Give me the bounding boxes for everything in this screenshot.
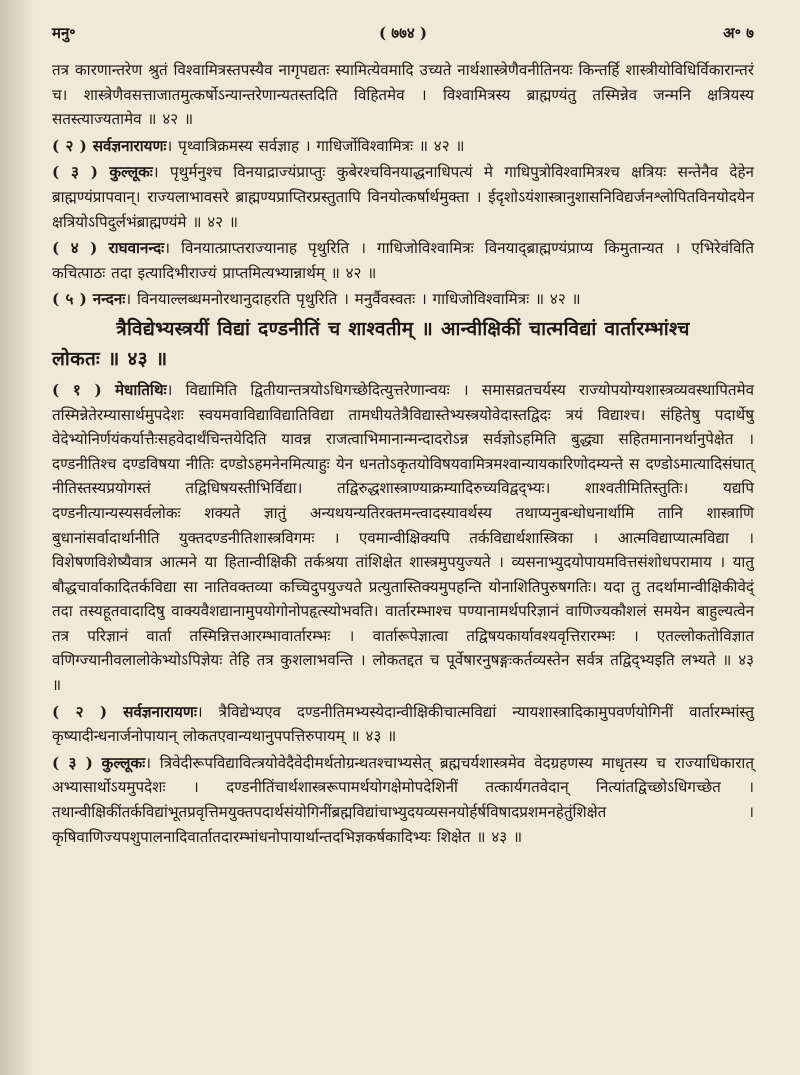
commentary-text: । विनयाल्लब्धमनोरथानुदाहरति पृथुरिति । मनुर्वैवस्वतः । गाधिजोविश्वामित्रः ॥ ४२ ॥ <box>125 290 581 309</box>
text-body <box>52 58 754 849</box>
commentator-name: नन्दनः <box>92 290 126 309</box>
commentator-name: मेधातिथिः <box>114 380 167 399</box>
header-right: अ॰ ७ <box>723 24 754 42</box>
paragraph-continuation <box>52 58 754 132</box>
commentary-medhatithi <box>52 378 754 698</box>
entry-marker: ( १ ) <box>52 380 102 399</box>
commentary-kulluka-2 <box>52 751 754 849</box>
verse-43 <box>52 314 754 374</box>
commentary-text: । पृथ्वात्रिक्रमस्य सर्वज्ञाह । गाधिर्जोविश्वामित्रः ॥ ४२ ॥ <box>166 136 465 155</box>
commentary-raghavananda <box>52 236 754 285</box>
commentary-text: । विद्यामिति द्वितीयान्तत्रयोऽधिगच्छेदित्युत्तरेणान्वयः । समासव्रतचर्यस्य राज्योपयोग्यशास्त्रव्यवस्थापितमेव तस्मिन्नेतेरम्यासार्थमुपदेशः स्वयमवाविद्याविद्यातिविद्या तामधीयतेत्रैविद्यास्तेभ्यस्त्रयोवेदास्तद्विदः त्रयं विद्याश्च। संहितेषु पदार्थेषु वेदेभ्योनिर्णयंकर्यात्तैःसहवेदार्थंचिन्तयेदिति यावन्न राजत्वाभिमानान्मन्दादरोऽन्न सर्वज्ञोऽहमिति बुद्ध्या सहितमानानर्थानुपेक्षेत । दण्डनीतिश्च दण्डविषया नीतिः दण्डोऽहमनेनमित्याहुः येन धनतोऽकृतयोविषयवामित्रमश्वान्यायकारिणोदम्यन्ते स दण्डोऽमात्यादिसंघात् नीतिस्तस्यप्रयोगस्तं तद्विधिषयस्तीभिर्विद्या। तद्विरुद्धशास्त्राण्याक्रम्यादिरुच्यविद्वद्भ्यः। शाश्वतीमितिस्तुतिः। यद्यपि दण्डनीत्यान्यस्यसर्वलोकः शक्यते ज्ञातुं अन्यथयन्यतिरक्तमन्त्वादस्यावर्थस्य तथाप्यनुबन्धोधनार्थामि तानि शास्त्राणि बुधानांसर्वादार्थानीति युक्तदण्डनीतिशास्त्रविगमः । एवमान्वीक्षिक्यपि तर्कविद्यार्थशास्त्रिका । आत्मविद्याप्यात्मविद्या । विशेषणविशेष्यैवात्र आत्मने या हितान्वीक्षिकी तर्कश्रया तांशिक्षेत शास्त्रमुपयुज्यते । व्यसनाभ्युदयोपायमवित्तसंशोधपरामाय । यातु बौद्धचार्वाकादितर्कविद्या सा नातिवक्तव्या कच्चिदुपयुज्यते प्रत्युतास्तिक्यमुपहन्ति योनाशितिपुरुषगतिः। यदा तु तदर्थामान्वीक्षिकीवेद्ं तदा तस्यहूतवादादिषु वाक्यवैशद्यानामुपयोगोनोपहृत्स्योभवति। वार्तारम्भाश्च पण्यानामर्थपरिज्ञानं वाणिज्यकौशलं समयेन बाहुल्यत्वेन तत्र परिज्ञानं वार्ता तस्मिन्नित्तआरम्भावार्तारम्भः । वार्तारूपेज्ञात्वा तद्विषयकार्यावश्यवृत्तिरारम्भः । एतल्लोकतोविज्ञात वणिग्ज्यानीवलालोकेभ्योऽपिज्ञेयः तेहि तत्र कुशलाभवन्ति । लोकतद्दत च पूर्वेषारनुषङ्गःकर्तव्यस्तेन सर्वत्र तद्विद्भ्यइति लभ्यते ॥ ४३ ॥ <box>52 380 755 695</box>
verse-line-2: लोकतः ॥ ४३ ॥ <box>52 347 168 370</box>
running-head <box>52 22 754 44</box>
entry-marker: ( २ ) <box>52 136 87 155</box>
entry-marker: ( ३ ) <box>52 163 98 182</box>
paragraph-text: तत्र कारणान्तरेण श्रुतं विश्वामित्रस्तपस्यैव नागृपद्यतः स्यामित्येवमादि उच्यते नार्थशास्त्रेणैवनीतिनयः किन्तर्हि शास्त्रीयोविधिर्विकारान्तरं च। शास्त्रेणैवसत्ताजातमुत्कर्षोऽन्यान्तरेणान्यतस्तदिति विहितमेव । विश्वामित्रस्य ब्राह्मण्यंतु तस्मिन्नेव जन्मनि क्षत्रियस्य सतस्त्याज्यतामेव ॥ ४२ ॥ <box>52 61 754 129</box>
commentary-sarvajna-2 <box>52 700 754 749</box>
commentator-name: कुल्लूकः <box>109 163 153 182</box>
commentary-text: । त्रिवेदीरूपविद्यावित्त्रयोवेदैवेदीमर्थतोग्रन्थतश्चाभ्यसेत् ब्रह्मचर्यशास्त्रमेव वेदग्रहणस्य माधृतस्य च राज्याधिकारात् अभ्यासार्थोऽयमुपदेशः । दण्डनीतिंचार्थशास्त्ररूपामर्थयोगक्षेमोपदेशिनीं तत्कार्यगतवेदान् नित्यांतद्विच्छोऽधिगच्छेत । तथान्वीक्षिकींतर्कविद्यांभूतप्रवृत्तिमयुक्तपदार्थसंयोगिनींब्रह्मविद्यांचाभ्युदयव्यसनयोर्हर्षविषादप्रशमनहेतुंशिक्षेत । कृषिवाणिज्यपशुपालनादिवार्तातदारम्भांधनोपायार्थान्तदभिज्ञकर्षकादिभ्यः शिक्षेत ॥ ४३ ॥ <box>52 753 754 846</box>
commentary-nandana <box>52 287 754 312</box>
entry-marker: ( ५ ) <box>52 290 87 309</box>
commentator-name: राघवानन्दः <box>108 239 165 258</box>
commentary-sarvajna <box>52 134 754 159</box>
page-number: ( ७७४ ) <box>378 24 428 42</box>
commentator-name: सर्वज्ञनारायणः <box>123 702 197 721</box>
entry-marker: ( ४ ) <box>52 239 98 258</box>
commentary-text: । पृथुर्मनुश्च विनयाद्राज्यंप्राप्तुः कुबेरश्चविनयाद्धनाधिपत्यं मे गाधिपुत्रोविश्वामित्रश्च क्षत्रियः सन्तेनैव देहेन ब्राह्मण्यंप्रापवान्। राज्यलाभावसरे ब्राह्मण्यप्राप्तिरप्रस्तुतापि विनयोत्कर्षार्थमुक्ता । ईदृशोऽयंशास्त्रानुशासनिविद्यर्जनश्लोपितविनयोदयेन क्षत्रियोऽपिदुर्लभंब्राह्मण्यंमे ॥ ४२ ॥ <box>52 163 754 231</box>
header-left: मनु॰ <box>52 24 76 42</box>
entry-marker: ( २ ) <box>52 702 108 721</box>
commentary-kulluka <box>52 160 754 234</box>
commentary-text: । विनयात्प्राप्तराज्यानाह पृथुरिति । गाधिजोविश्वामित्रः विनयाद्ब्राह्मण्यंप्राप्य किमुतान्यत । एभिरेवंविति कचित्पाठः तदा इत्यादिभीराज्यं प्राप्तमित्यभ्यान्नार्थम् ॥ ४२ ॥ <box>52 239 754 282</box>
commentator-name: कुल्लूकः <box>101 753 146 772</box>
verse-line-1: त्रैविद्येभ्यस्त्रयीं विद्यां दण्डनीतिं च शाश्वतीम् ॥ आन्वीक्षिकीं चात्मविद्यां वार्तारम्भांश्च <box>116 317 690 340</box>
commentator-name: सर्वज्ञनारायणः <box>92 136 167 155</box>
commentary-text: । त्रैविद्येभ्यएव दण्डनीतिमभ्यस्येदान्वीक्षिकीचात्मविद्यां न्यायशास्त्रादिकामुपवर्णयोगिनीं वार्तारम्भांस्तु कृष्यादीन्धनार्जनोपायान् लोकतएवान्यथानुपपत्तिरुपायम् ॥ ४३ ॥ <box>52 702 754 746</box>
entry-marker: ( ३ ) <box>52 753 93 772</box>
